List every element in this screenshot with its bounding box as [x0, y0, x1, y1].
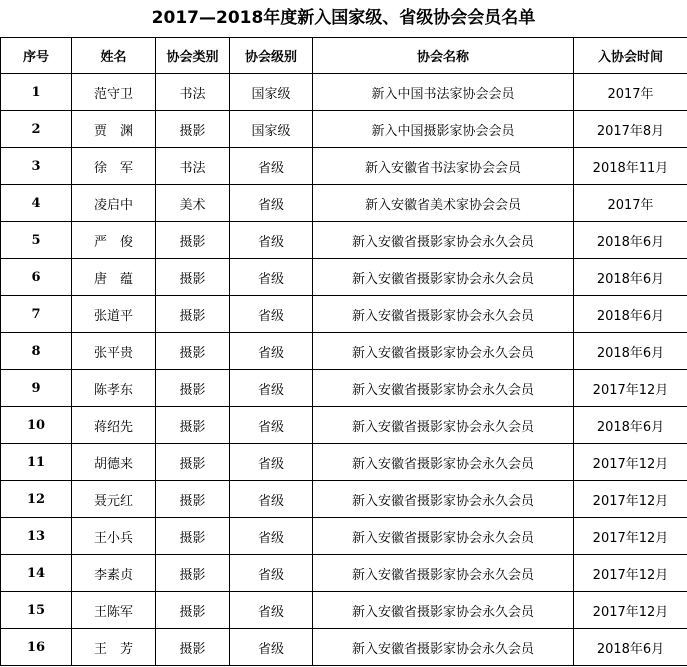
table-row	[1, 444, 687, 481]
cell-name: 王 芳	[72, 629, 156, 666]
cell-category: 摄影	[156, 222, 230, 259]
cell-category: 书法	[156, 148, 230, 185]
cell-name: 张道平	[72, 296, 156, 333]
cell-category: 摄影	[156, 444, 230, 481]
cell-name: 陈孝东	[72, 370, 156, 407]
cell-association: 新入安徽省摄影家协会永久会员	[313, 518, 574, 555]
cell-serial-number: 12	[1, 481, 72, 518]
cell-level: 省级	[230, 185, 313, 222]
cell-name: 胡德来	[72, 444, 156, 481]
header-association: 协会名称	[313, 38, 574, 74]
table-row	[1, 74, 687, 111]
cell-level: 国家级	[230, 111, 313, 148]
cell-join-date: 2018年6月	[574, 407, 687, 444]
cell-category: 摄影	[156, 111, 230, 148]
table-row	[1, 148, 687, 185]
cell-serial-number: 16	[1, 629, 72, 666]
cell-association: 新入安徽省摄影家协会永久会员	[313, 407, 574, 444]
cell-serial-number: 3	[1, 148, 72, 185]
cell-category: 美术	[156, 185, 230, 222]
cell-category: 摄影	[156, 259, 230, 296]
cell-level: 省级	[230, 481, 313, 518]
cell-level: 省级	[230, 296, 313, 333]
cell-association: 新入中国摄影家协会会员	[313, 111, 574, 148]
cell-serial-number: 9	[1, 370, 72, 407]
cell-serial-number: 4	[1, 185, 72, 222]
cell-name: 严 俊	[72, 222, 156, 259]
header-name: 姓名	[72, 38, 156, 74]
cell-category: 摄影	[156, 481, 230, 518]
header-category: 协会类别	[156, 38, 230, 74]
cell-level: 省级	[230, 333, 313, 370]
cell-name: 李素贞	[72, 555, 156, 592]
table-row	[1, 555, 687, 592]
cell-join-date: 2018年6月	[574, 333, 687, 370]
cell-join-date: 2017年12月	[574, 555, 687, 592]
table-body	[1, 74, 687, 666]
cell-join-date: 2017年12月	[574, 370, 687, 407]
cell-association: 新入安徽省摄影家协会永久会员	[313, 555, 574, 592]
cell-join-date: 2018年6月	[574, 629, 687, 666]
cell-join-date: 2017年	[574, 74, 687, 111]
cell-name: 唐 蕴	[72, 259, 156, 296]
cell-join-date: 2018年11月	[574, 148, 687, 185]
cell-serial-number: 5	[1, 222, 72, 259]
cell-serial-number: 8	[1, 333, 72, 370]
table-row	[1, 111, 687, 148]
table-row	[1, 185, 687, 222]
cell-name: 王小兵	[72, 518, 156, 555]
cell-serial-number: 6	[1, 259, 72, 296]
header-level: 协会级别	[230, 38, 313, 74]
cell-level: 省级	[230, 148, 313, 185]
cell-serial-number: 11	[1, 444, 72, 481]
cell-category: 摄影	[156, 296, 230, 333]
cell-join-date: 2017年8月	[574, 111, 687, 148]
cell-association: 新入安徽省书法家协会会员	[313, 148, 574, 185]
cell-join-date: 2018年6月	[574, 259, 687, 296]
header-serial-number: 序号	[1, 38, 72, 74]
cell-name: 贾 渊	[72, 111, 156, 148]
table-row	[1, 592, 687, 629]
cell-name: 蒋绍先	[72, 407, 156, 444]
cell-serial-number: 10	[1, 407, 72, 444]
cell-level: 国家级	[230, 74, 313, 111]
cell-join-date: 2017年12月	[574, 518, 687, 555]
cell-name: 王陈军	[72, 592, 156, 629]
cell-level: 省级	[230, 518, 313, 555]
cell-association: 新入安徽省摄影家协会永久会员	[313, 222, 574, 259]
table-row	[1, 333, 687, 370]
table-row	[1, 518, 687, 555]
cell-category: 摄影	[156, 555, 230, 592]
table-row	[1, 481, 687, 518]
table-row	[1, 222, 687, 259]
cell-association: 新入安徽省摄影家协会永久会员	[313, 370, 574, 407]
cell-association: 新入安徽省摄影家协会永久会员	[313, 333, 574, 370]
cell-category: 摄影	[156, 629, 230, 666]
cell-serial-number: 14	[1, 555, 72, 592]
page-title: 2017—2018年度新入国家级、省级协会会员名单	[151, 8, 536, 28]
cell-association: 新入安徽省摄影家协会永久会员	[313, 444, 574, 481]
cell-association: 新入安徽省摄影家协会永久会员	[313, 259, 574, 296]
cell-join-date: 2018年6月	[574, 296, 687, 333]
table-row	[1, 259, 687, 296]
cell-level: 省级	[230, 222, 313, 259]
cell-association: 新入安徽省摄影家协会永久会员	[313, 629, 574, 666]
cell-join-date: 2018年6月	[574, 222, 687, 259]
cell-join-date: 2017年	[574, 185, 687, 222]
member-table	[0, 37, 687, 666]
cell-level: 省级	[230, 370, 313, 407]
cell-category: 摄影	[156, 370, 230, 407]
cell-category: 摄影	[156, 333, 230, 370]
cell-level: 省级	[230, 259, 313, 296]
cell-category: 摄影	[156, 592, 230, 629]
cell-level: 省级	[230, 444, 313, 481]
cell-association: 新入中国书法家协会会员	[313, 74, 574, 111]
cell-category: 摄影	[156, 407, 230, 444]
cell-serial-number: 2	[1, 111, 72, 148]
cell-level: 省级	[230, 555, 313, 592]
cell-level: 省级	[230, 629, 313, 666]
cell-join-date: 2017年12月	[574, 444, 687, 481]
table-row	[1, 370, 687, 407]
cell-serial-number: 15	[1, 592, 72, 629]
cell-name: 张平贵	[72, 333, 156, 370]
header-join-date: 入协会时间	[574, 38, 687, 74]
cell-name: 徐 军	[72, 148, 156, 185]
cell-serial-number: 13	[1, 518, 72, 555]
cell-association: 新入安徽省摄影家协会永久会员	[313, 481, 574, 518]
cell-association: 新入安徽省美术家协会会员	[313, 185, 574, 222]
table-row	[1, 296, 687, 333]
cell-association: 新入安徽省摄影家协会永久会员	[313, 296, 574, 333]
cell-level: 省级	[230, 407, 313, 444]
cell-join-date: 2017年12月	[574, 481, 687, 518]
cell-name: 凌启中	[72, 185, 156, 222]
header-row	[1, 38, 687, 74]
table-row	[1, 407, 687, 444]
cell-serial-number: 1	[1, 74, 72, 111]
cell-level: 省级	[230, 592, 313, 629]
table-header	[1, 38, 687, 74]
cell-category: 摄影	[156, 518, 230, 555]
cell-join-date: 2017年12月	[574, 592, 687, 629]
cell-name: 聂元红	[72, 481, 156, 518]
cell-name: 范守卫	[72, 74, 156, 111]
cell-category: 书法	[156, 74, 230, 111]
cell-serial-number: 7	[1, 296, 72, 333]
table-row	[1, 629, 687, 666]
cell-association: 新入安徽省摄影家协会永久会员	[313, 592, 574, 629]
